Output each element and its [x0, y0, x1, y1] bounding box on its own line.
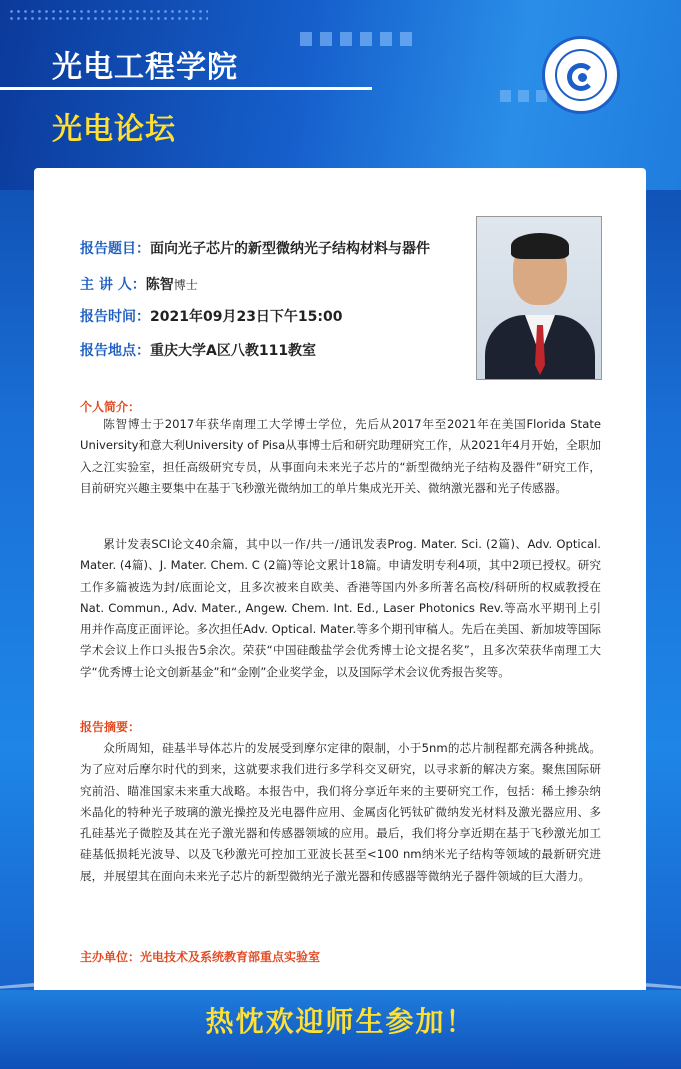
forum-title: 光电论坛 [52, 112, 176, 147]
time-value: 2021年09月23日下午15:00 [150, 309, 343, 325]
decorative-dots [8, 8, 208, 22]
talk-title-value: 面向光子芯片的新型微纳光子结构材料与器件 [150, 241, 430, 257]
speaker-name: 陈智 [145, 277, 174, 293]
university-logo-icon [542, 36, 620, 114]
abstract-heading: 报告摘要： [80, 720, 141, 734]
welcome-message: 热忱欢迎师生参加！ [205, 1005, 476, 1038]
bio-heading: 个人简介： [80, 400, 141, 414]
bio-paragraph-1: 陈智博士于2017年获华南理工大学博士学位，先后从2017年至2021年在美国Florida State University和意大利University of Pisa从事博士后和研究助理研究工作，从2021年4月开始，全职加入之江实验室，担任高级研究专员，从事面向未来光子芯片的“新型微纳光子结构及器件”研究工作，目前研究兴趣主要集中在基于飞秒激光微纳加工的单片集成光开关、微纳激光器和光子传感器。 [80, 417, 601, 495]
header-divider [0, 87, 372, 90]
time-label: 报告时间： [80, 309, 150, 325]
time-line [80, 306, 343, 326]
speaker-degree: 博士 [173, 278, 198, 292]
host-organizer: 主办单位：光电技术及系统教育部重点实验室 [80, 950, 321, 964]
talk-title-line [80, 238, 430, 258]
place-value: 重庆大学A区八教111教室 [150, 343, 317, 359]
institution-title: 光电工程学院 [52, 50, 238, 85]
bio-paragraph-2: 累计发表SCI论文40余篇，其中以一作/共一/通讯发表Prog. Mater. Sci. (2篇)、Adv. Optical. Mater. (4篇)、J. Mater. Chem. C (2篇)等论文累计18篇。申请发明专利4项，其中2项已授权。研究工作多篇被选为封/底面论文，且多次被来自欧美、香港等国内外多所著名高校/科研所的权威教授在Nat. Commun., Adv. Mater., Angew. Chem. Int. Ed., Laser Photonics Rev.等高水平期刊上引用并作高度正面评论。多次担任Adv. Optical. Mater.等多个期刊审稿人。先后在美国、新加坡等国际学术会议上作口头报告5余次。荣获“中国硅酸盐学会优秀博士论文提名奖”，且多次荣获华南理工大学“优秀博士论文创新基金”和“金刚”企业奖学金，以及国际学术会议优秀报告奖等。 [80, 537, 601, 679]
place-line [80, 340, 316, 360]
talk-title-label: 报告题目： [80, 241, 150, 257]
abstract-paragraph: 众所周知，硅基半导体芯片的发展受到摩尔定律的限制，小于5nm的芯片制程都充满各种挑战。为了应对后摩尔时代的到来，这就要求我们进行多学科交叉研究，以寻求新的解决方案。聚焦国际研究前沿、瞄准国家未来重大战略。本报告中，我们将分享近年来的主要研究工作，包括：稀土掺杂纳米晶化的特种光子玻璃的激光操控及光电器件应用、金属卤化钙钛矿微纳发光材料及激光器应用、多孔硅基光子微腔及其在光子激光器和传感器领域的应用。最后，我们将分享近期在基于飞秒激光加工硅基低损耗光波导、以及飞秒激光可控加工亚波长甚至<100 nm纳米光子结构等领域的最新研究进展，并展望其在面向未来光子芯片的新型微纳光子激光器和传感器等微纳光子器件领域的巨大潜力。 [80, 741, 601, 883]
decorative-dashes [300, 32, 420, 46]
speaker-line [80, 274, 198, 294]
header-banner [0, 0, 681, 190]
speaker-photo [476, 216, 602, 380]
speaker-label: 主 讲 人： [80, 277, 146, 293]
place-label: 报告地点： [80, 343, 150, 359]
